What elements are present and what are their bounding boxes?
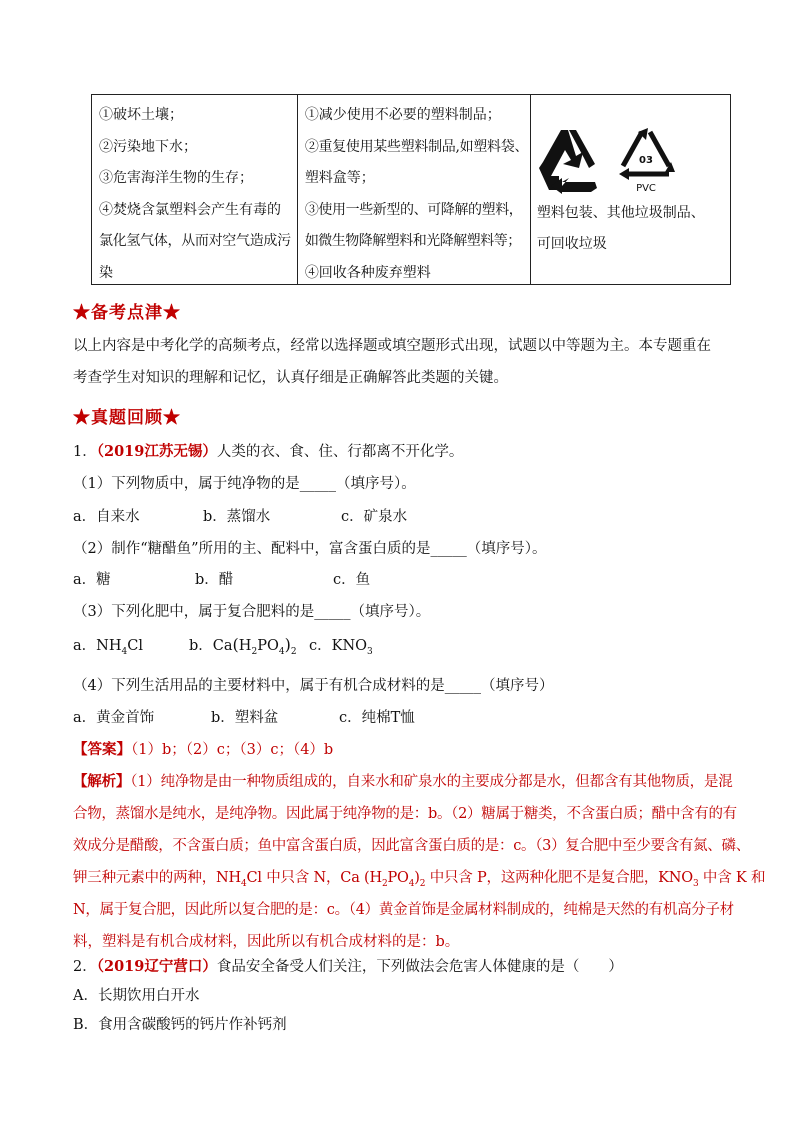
- table-col-symbols: [531, 95, 730, 284]
- table-line: ④焚烧含氯塑料会产生有毒的: [99, 201, 281, 218]
- question-2-option-a: A．长期饮用白开水: [73, 988, 200, 1004]
- analysis-line: 钾三种元素中的两种，$NH_4Cl$ 中只含 N，Ca $(H_2PO_4)_2$ 中只含 P，这两种化肥不是复合肥，$KNO_3$ 中含 K 和: [73, 870, 766, 889]
- table-line: 染: [99, 264, 113, 281]
- recycle-triangle-icon: [539, 128, 597, 194]
- symbol-caption: [537, 198, 724, 260]
- plastic-pollution-table: [91, 94, 731, 285]
- question-2-stem: 2．（2019辽宁营口）食品安全备受人们关注，下列做法会危害人体健康的是（ ）: [73, 958, 623, 975]
- table-line: ①减少使用不必要的塑料制品；: [304, 107, 501, 123]
- question-1-part-2: （2）制作“糖醋鱼”所用的主、配料中，富含蛋白质的是_____（填序号）。: [73, 541, 547, 557]
- analysis-line: N，属于复合肥，因此所以复合肥的是：c。（4）黄金首饰是金属材料制成的，纯棉是天然的有机高分子材: [73, 902, 734, 918]
- table-line: ②污染地下水；: [99, 138, 197, 155]
- tips-paragraph: 以上内容是中考化学的高频考点，经常以选择题或填空题形式出现，试题以中等题为主。本专题重在考查学生对知识的理解和记忆，认真仔细是正确解答此类题的关键。: [73, 338, 711, 386]
- recycle-label: PVC: [635, 183, 656, 194]
- table-col-measures: [298, 95, 531, 284]
- question-source: （2019江苏无锡）: [96, 443, 217, 460]
- caption-line: 塑料包装、其他垃圾制品、: [536, 205, 705, 221]
- recycle-number: 03: [638, 155, 653, 166]
- question-2-option-b: B．食用含碳酸钙的钙片作补钙剂: [73, 1017, 287, 1033]
- part-3-options: a．$NH_4Cl$ b．$Ca(H_2PO_4)_2$ c．$KNO_3$: [73, 635, 373, 657]
- caption-line: 可回收垃圾: [536, 236, 607, 252]
- question-1-part-3: （3）下列化肥中，属于复合肥料的是_____（填序号）。: [73, 604, 431, 620]
- table-line: ②重复使用某些塑料制品,如塑料袋、: [304, 138, 529, 155]
- question-1-stem: 1．（2019江苏无锡）人类的衣、食、住、行都离不开化学。: [73, 443, 464, 460]
- table-line: ④回收各种废弃塑料: [304, 264, 431, 281]
- table-line: 塑料盒等；: [304, 170, 375, 186]
- recycle-icons: [539, 128, 724, 196]
- part-1-options: a．自来水 b．蒸馏水 c．矿泉水: [73, 509, 408, 525]
- question-1-part-4: （4）下列生活用品的主要材料中，属于有机合成材料的是_____（填序号）: [73, 678, 554, 694]
- table-line: 氯化氢气体，从而对空气造成污: [99, 233, 291, 249]
- question-1-part-1: （1）下列物质中，属于纯净物的是_____（填序号）。: [73, 476, 416, 492]
- table-line: ③使用一些新型的、可降解的塑料，: [304, 201, 523, 218]
- analysis-line: 效成分是醋酸，不含蛋白质；鱼中富含蛋白质，因此富含蛋白质的是：c。（3）复合肥中至少要含有氮、磷、: [73, 838, 750, 854]
- table-line: 如微生物降解塑料和光降解塑料等；: [304, 233, 521, 249]
- part-4-options: a．黄金首饰 b．塑料盆 c．纯棉T恤: [73, 710, 415, 726]
- part-2-options: a．糖 b．醋 c．鱼: [73, 572, 371, 588]
- analysis-line: 合物，蒸馏水是纯水，是纯净物。因此属于纯净物的是：b。（2）糖属于糖类，不含蛋白质；醋中含有的有: [73, 806, 737, 822]
- table-col-harms: [92, 95, 298, 284]
- section-title-review: ★真题回顾★: [73, 408, 181, 428]
- question-source: （2019辽宁营口）: [96, 958, 217, 975]
- pvc-recycle-icon: [615, 128, 677, 196]
- analysis-line: 【解析】（1）纯净物是由一种物质组成的，自来水和矿泉水的主要成分都是水，但都含有其他物质，是混: [73, 773, 733, 790]
- section-title-tips: ★备考点津★: [73, 303, 181, 323]
- answer-line: 【答案】（1）b；（2）c；（3）c；（4）b: [73, 741, 334, 758]
- table-line: ③危害海洋生物的生存；: [99, 170, 253, 186]
- table-line: ①破坏土壤；: [99, 107, 183, 123]
- analysis-line: 料，塑料是有机合成材料，因此所以有机合成材料的是：b。: [73, 934, 460, 950]
